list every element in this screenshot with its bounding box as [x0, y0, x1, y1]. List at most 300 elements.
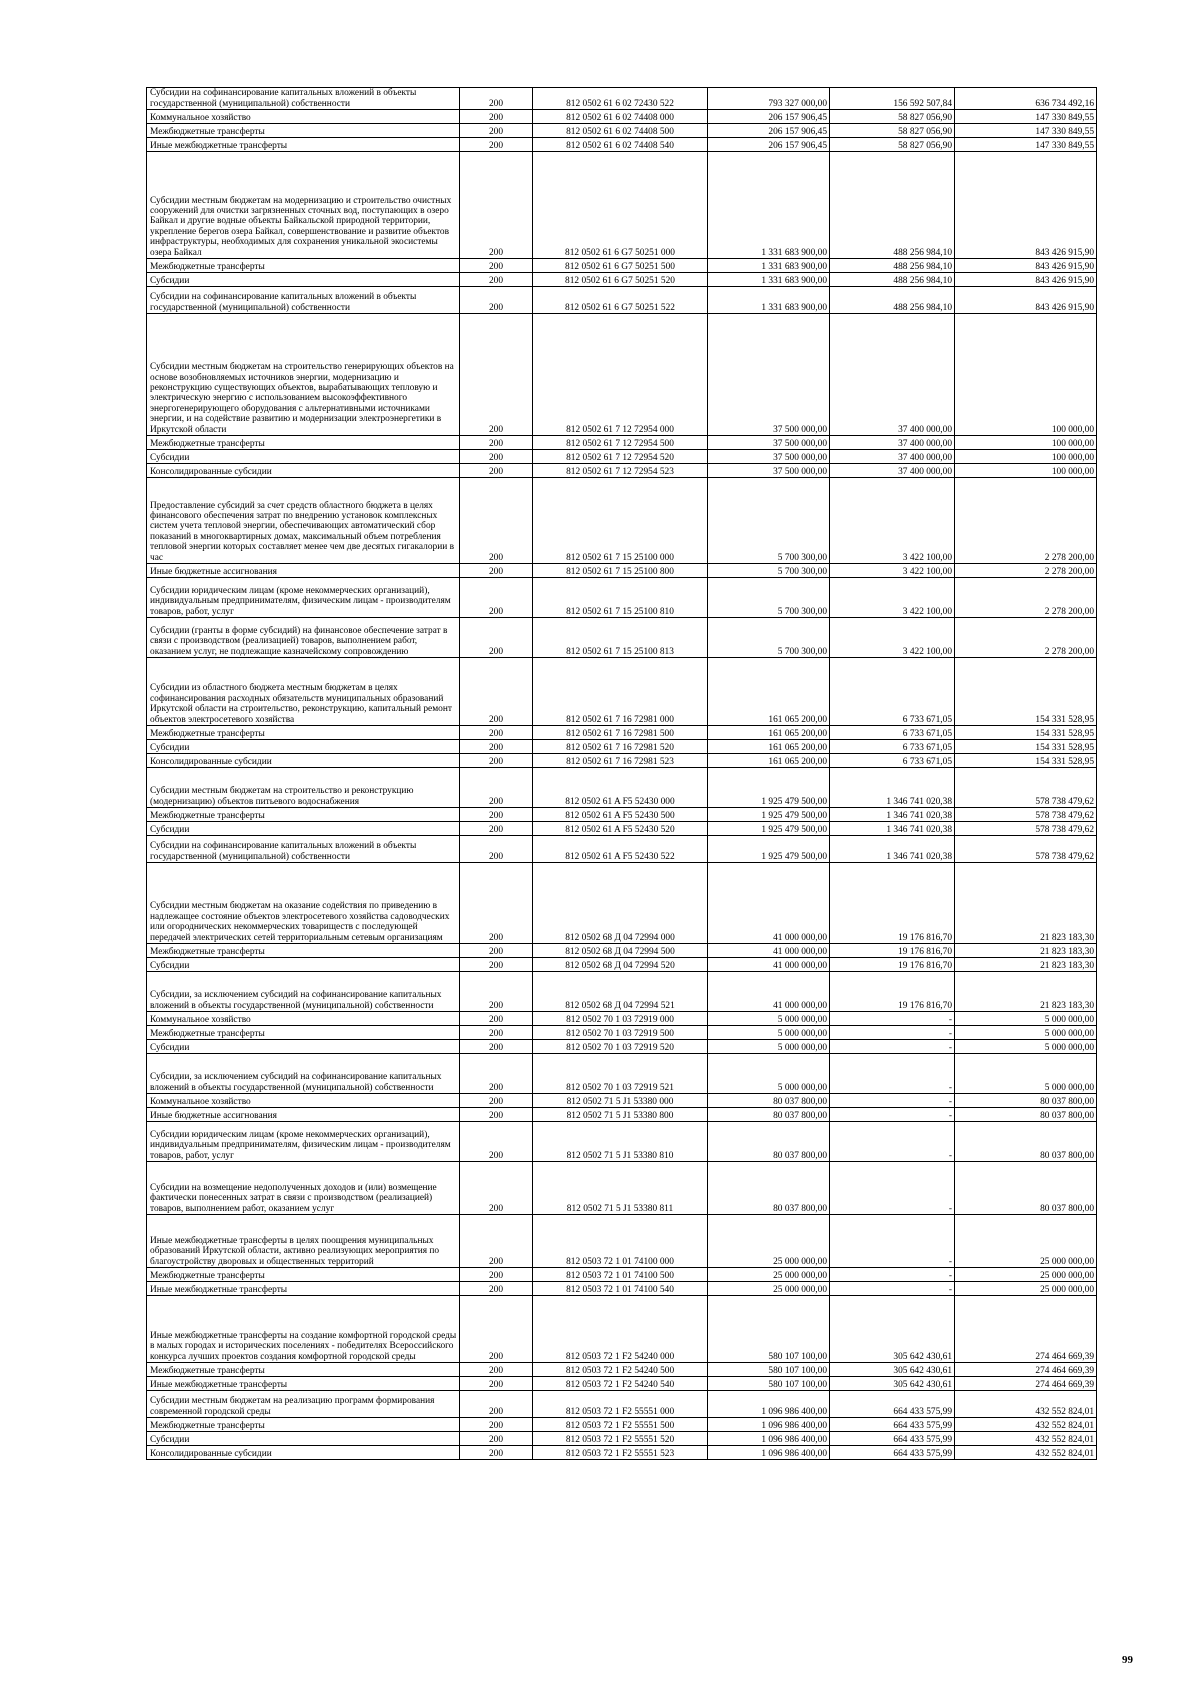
row-budget-code: 812 0502 61 A F5 52430 522 — [533, 836, 708, 863]
row-line-code: 200 — [460, 1418, 533, 1432]
table-row — [147, 754, 1097, 768]
row-unexecuted-amount: 154 331 528,95 — [955, 740, 1097, 754]
row-executed-amount: 488 256 984,10 — [830, 287, 955, 314]
row-budget-code: 812 0502 61 7 12 72954 520 — [533, 450, 708, 464]
row-executed-amount: 58 827 056,90 — [830, 138, 955, 152]
table-row — [147, 1215, 1097, 1268]
row-approved-amount: 80 037 800,00 — [708, 1108, 830, 1122]
table-row — [147, 124, 1097, 138]
row-line-code: 200 — [460, 564, 533, 578]
row-approved-amount: 1 925 479 500,00 — [708, 822, 830, 836]
row-approved-amount: 5 700 300,00 — [708, 478, 830, 564]
row-unexecuted-amount: 147 330 849,55 — [955, 138, 1097, 152]
row-line-code: 200 — [460, 138, 533, 152]
row-budget-code: 812 0502 61 7 15 25100 800 — [533, 564, 708, 578]
row-name: Субсидии местным бюджетам на оказание содействия по приведению в надлежащее состояние объектов электросетевого хозяйства садоводческих или огороднических некоммерческих товариществ с последующей передачей электрических сетей территориальным сетевым организациям — [147, 863, 460, 944]
row-line-code: 200 — [460, 1377, 533, 1391]
table-row — [147, 863, 1097, 944]
row-approved-amount: 80 037 800,00 — [708, 1162, 830, 1215]
row-budget-code: 812 0502 61 6 02 74408 540 — [533, 138, 708, 152]
row-approved-amount: 206 157 906,45 — [708, 124, 830, 138]
row-approved-amount: 5 000 000,00 — [708, 1040, 830, 1054]
row-line-code: 200 — [460, 1122, 533, 1162]
row-budget-code: 812 0502 70 1 03 72919 500 — [533, 1026, 708, 1040]
row-name: Консолидированные субсидии — [147, 754, 460, 768]
row-name: Иные бюджетные ассигнования — [147, 564, 460, 578]
row-unexecuted-amount: 100 000,00 — [955, 314, 1097, 436]
row-executed-amount: 58 827 056,90 — [830, 124, 955, 138]
row-name: Межбюджетные трансферты — [147, 1418, 460, 1432]
row-executed-amount: 1 346 741 020,38 — [830, 768, 955, 808]
row-executed-amount: - — [830, 1054, 955, 1094]
row-budget-code: 812 0502 61 6 G7 50251 520 — [533, 273, 708, 287]
table-row — [147, 436, 1097, 450]
row-name: Иные бюджетные ассигнования — [147, 1108, 460, 1122]
budget-table — [146, 87, 1097, 1460]
table-row — [147, 768, 1097, 808]
row-budget-code: 812 0502 61 6 02 74408 000 — [533, 110, 708, 124]
row-budget-code: 812 0502 61 6 G7 50251 500 — [533, 259, 708, 273]
table-row — [147, 1268, 1097, 1282]
table-row — [147, 726, 1097, 740]
row-line-code: 200 — [460, 314, 533, 436]
row-executed-amount: - — [830, 1026, 955, 1040]
row-executed-amount: - — [830, 1122, 955, 1162]
row-executed-amount: - — [830, 1215, 955, 1268]
row-budget-code: 812 0503 72 1 01 74100 540 — [533, 1282, 708, 1296]
table-row — [147, 110, 1097, 124]
row-budget-code: 812 0502 61 7 12 72954 523 — [533, 464, 708, 478]
row-executed-amount: 37 400 000,00 — [830, 314, 955, 436]
row-unexecuted-amount: 2 278 200,00 — [955, 578, 1097, 618]
row-unexecuted-amount: 2 278 200,00 — [955, 564, 1097, 578]
row-executed-amount: 156 592 507,84 — [830, 88, 955, 110]
row-line-code: 200 — [460, 822, 533, 836]
row-unexecuted-amount: 843 426 915,90 — [955, 273, 1097, 287]
row-line-code: 200 — [460, 259, 533, 273]
row-name: Субсидии — [147, 1432, 460, 1446]
table-row — [147, 314, 1097, 436]
table-row — [147, 972, 1097, 1012]
row-name: Межбюджетные трансферты — [147, 436, 460, 450]
table-row — [147, 273, 1097, 287]
row-budget-code: 812 0502 71 5 J1 53380 810 — [533, 1122, 708, 1162]
row-unexecuted-amount: 2 278 200,00 — [955, 478, 1097, 564]
table-row — [147, 1296, 1097, 1363]
row-unexecuted-amount: 21 823 183,30 — [955, 863, 1097, 944]
table-row — [147, 1432, 1097, 1446]
row-executed-amount: 3 422 100,00 — [830, 478, 955, 564]
table-row — [147, 944, 1097, 958]
row-budget-code: 812 0502 61 7 15 25100 810 — [533, 578, 708, 618]
row-name: Субсидии на софинансирование капитальных вложений в объекты государственной (муниципальной) собственности — [147, 88, 460, 110]
row-line-code: 200 — [460, 436, 533, 450]
row-line-code: 200 — [460, 578, 533, 618]
table-row — [147, 1162, 1097, 1215]
row-line-code: 200 — [460, 768, 533, 808]
table-row — [147, 152, 1097, 259]
row-approved-amount: 580 107 100,00 — [708, 1377, 830, 1391]
table-row — [147, 138, 1097, 152]
row-budget-code: 812 0503 72 1 F2 55551 523 — [533, 1446, 708, 1460]
row-approved-amount: 206 157 906,45 — [708, 110, 830, 124]
row-name: Межбюджетные трансферты — [147, 124, 460, 138]
row-name: Субсидии на софинансирование капитальных вложений в объекты государственной (муниципальной) собственности — [147, 836, 460, 863]
row-approved-amount: 1 331 683 900,00 — [708, 259, 830, 273]
row-approved-amount: 161 065 200,00 — [708, 658, 830, 726]
row-approved-amount: 1 096 986 400,00 — [708, 1446, 830, 1460]
row-name: Иные межбюджетные трансферты в целях поощрения муниципальных образований Иркутской области, активно реализующих мероприятия по благоустройству дворовых и общественных территорий — [147, 1215, 460, 1268]
row-approved-amount: 1 331 683 900,00 — [708, 273, 830, 287]
row-line-code: 200 — [460, 1282, 533, 1296]
table-row — [147, 259, 1097, 273]
row-approved-amount: 161 065 200,00 — [708, 754, 830, 768]
row-line-code: 200 — [460, 124, 533, 138]
row-executed-amount: 664 433 575,99 — [830, 1391, 955, 1418]
row-executed-amount: - — [830, 1162, 955, 1215]
row-budget-code: 812 0502 68 Д 04 72994 521 — [533, 972, 708, 1012]
row-budget-code: 812 0502 70 1 03 72919 521 — [533, 1054, 708, 1094]
row-budget-code: 812 0502 61 6 02 72430 522 — [533, 88, 708, 110]
table-row — [147, 578, 1097, 618]
row-name: Иные межбюджетные трансферты — [147, 1377, 460, 1391]
row-unexecuted-amount: 25 000 000,00 — [955, 1215, 1097, 1268]
table-row — [147, 1418, 1097, 1432]
row-unexecuted-amount: 21 823 183,30 — [955, 972, 1097, 1012]
table-row — [147, 1391, 1097, 1418]
row-line-code: 200 — [460, 726, 533, 740]
row-name: Субсидии местным бюджетам на реализацию программ формирования современной городской среды — [147, 1391, 460, 1418]
row-approved-amount: 5 700 300,00 — [708, 618, 830, 658]
row-approved-amount: 37 500 000,00 — [708, 436, 830, 450]
row-line-code: 200 — [460, 618, 533, 658]
row-line-code: 200 — [460, 1296, 533, 1363]
row-approved-amount: 80 037 800,00 — [708, 1094, 830, 1108]
row-approved-amount: 41 000 000,00 — [708, 972, 830, 1012]
row-budget-code: 812 0502 71 5 J1 53380 800 — [533, 1108, 708, 1122]
row-line-code: 200 — [460, 1026, 533, 1040]
row-name: Межбюджетные трансферты — [147, 944, 460, 958]
row-unexecuted-amount: 274 464 669,39 — [955, 1296, 1097, 1363]
row-name: Субсидии местным бюджетам на строительство генерирующих объектов на основе возобновляемых источников энергии, модернизацию и реконструкцию существующих объектов, вырабатывающих тепловую и электрическую энергию с использованием высокоэффективного энергогенерирующего оборудования с альтернативными источниками энергии, и на содействие развитию и модернизации электроэнергетики в Иркутской области — [147, 314, 460, 436]
row-executed-amount: 37 400 000,00 — [830, 464, 955, 478]
row-line-code: 200 — [460, 1268, 533, 1282]
row-budget-code: 812 0502 70 1 03 72919 520 — [533, 1040, 708, 1054]
table-row — [147, 1363, 1097, 1377]
table-row — [147, 88, 1097, 110]
row-name: Субсидии на софинансирование капитальных вложений в объекты государственной (муниципальной) собственности — [147, 287, 460, 314]
row-approved-amount: 37 500 000,00 — [708, 464, 830, 478]
row-unexecuted-amount: 21 823 183,30 — [955, 944, 1097, 958]
row-budget-code: 812 0503 72 1 F2 54240 540 — [533, 1377, 708, 1391]
row-unexecuted-amount: 843 426 915,90 — [955, 259, 1097, 273]
row-name: Субсидии — [147, 958, 460, 972]
row-unexecuted-amount: 274 464 669,39 — [955, 1363, 1097, 1377]
row-unexecuted-amount: 274 464 669,39 — [955, 1377, 1097, 1391]
row-executed-amount: 19 176 816,70 — [830, 972, 955, 1012]
row-executed-amount: 488 256 984,10 — [830, 152, 955, 259]
row-approved-amount: 793 327 000,00 — [708, 88, 830, 110]
row-budget-code: 812 0502 61 6 02 74408 500 — [533, 124, 708, 138]
row-approved-amount: 5 000 000,00 — [708, 1026, 830, 1040]
row-line-code: 200 — [460, 1446, 533, 1460]
row-line-code: 200 — [460, 958, 533, 972]
table-row — [147, 658, 1097, 726]
row-line-code: 200 — [460, 152, 533, 259]
row-line-code: 200 — [460, 450, 533, 464]
row-unexecuted-amount: 432 552 824,01 — [955, 1432, 1097, 1446]
row-executed-amount: 19 176 816,70 — [830, 863, 955, 944]
row-budget-code: 812 0503 72 1 F2 55551 520 — [533, 1432, 708, 1446]
table-row — [147, 1012, 1097, 1026]
row-approved-amount: 37 500 000,00 — [708, 314, 830, 436]
row-approved-amount: 1 331 683 900,00 — [708, 287, 830, 314]
row-approved-amount: 1 925 479 500,00 — [708, 768, 830, 808]
row-executed-amount: 6 733 671,05 — [830, 740, 955, 754]
row-budget-code: 812 0502 61 7 15 25100 000 — [533, 478, 708, 564]
table-row — [147, 1026, 1097, 1040]
row-approved-amount: 161 065 200,00 — [708, 740, 830, 754]
table-row — [147, 618, 1097, 658]
row-executed-amount: 19 176 816,70 — [830, 958, 955, 972]
row-line-code: 200 — [460, 972, 533, 1012]
row-unexecuted-amount: 636 734 492,16 — [955, 88, 1097, 110]
row-unexecuted-amount: 2 278 200,00 — [955, 618, 1097, 658]
row-unexecuted-amount: 100 000,00 — [955, 450, 1097, 464]
row-name: Субсидии (гранты в форме субсидий) на финансовое обеспечение затрат в связи с производством (реализацией) товаров, выполнением работ, оказанием услуг, не подлежащие казначейскому сопровождению — [147, 618, 460, 658]
row-executed-amount: 3 422 100,00 — [830, 618, 955, 658]
row-line-code: 200 — [460, 1162, 533, 1215]
row-unexecuted-amount: 25 000 000,00 — [955, 1282, 1097, 1296]
table-row — [147, 287, 1097, 314]
row-name: Коммунальное хозяйство — [147, 110, 460, 124]
table-row — [147, 808, 1097, 822]
row-executed-amount: 6 733 671,05 — [830, 754, 955, 768]
row-budget-code: 812 0503 72 1 01 74100 500 — [533, 1268, 708, 1282]
row-name: Коммунальное хозяйство — [147, 1094, 460, 1108]
row-approved-amount: 41 000 000,00 — [708, 944, 830, 958]
row-approved-amount: 41 000 000,00 — [708, 958, 830, 972]
row-name: Субсидии — [147, 273, 460, 287]
row-executed-amount: 488 256 984,10 — [830, 273, 955, 287]
row-line-code: 200 — [460, 863, 533, 944]
row-budget-code: 812 0502 71 5 J1 53380 000 — [533, 1094, 708, 1108]
table-row — [147, 1377, 1097, 1391]
row-budget-code: 812 0502 68 Д 04 72994 520 — [533, 958, 708, 972]
row-executed-amount: 3 422 100,00 — [830, 578, 955, 618]
row-approved-amount: 41 000 000,00 — [708, 863, 830, 944]
row-unexecuted-amount: 147 330 849,55 — [955, 110, 1097, 124]
row-budget-code: 812 0502 68 Д 04 72994 000 — [533, 863, 708, 944]
row-unexecuted-amount: 100 000,00 — [955, 464, 1097, 478]
row-line-code: 200 — [460, 1040, 533, 1054]
row-line-code: 200 — [460, 658, 533, 726]
row-name: Предоставление субсидий за счет средств областного бюджета в целях финансового обеспечения затрат по внедрению установок комплексных систем учета тепловой энергии, обеспечивающих автоматический сбор показаний в многоквартирных домах, максимальный объем потребления тепловой энергии которых составляет менее чем две десятых гигакалории в час — [147, 478, 460, 564]
row-executed-amount: 488 256 984,10 — [830, 259, 955, 273]
row-executed-amount: 305 642 430,61 — [830, 1296, 955, 1363]
row-unexecuted-amount: 432 552 824,01 — [955, 1418, 1097, 1432]
row-line-code: 200 — [460, 740, 533, 754]
row-name: Субсидии — [147, 822, 460, 836]
row-line-code: 200 — [460, 1054, 533, 1094]
row-approved-amount: 37 500 000,00 — [708, 450, 830, 464]
row-approved-amount: 25 000 000,00 — [708, 1215, 830, 1268]
row-unexecuted-amount: 154 331 528,95 — [955, 658, 1097, 726]
row-budget-code: 812 0503 72 1 F2 55551 000 — [533, 1391, 708, 1418]
row-executed-amount: 1 346 741 020,38 — [830, 822, 955, 836]
row-line-code: 200 — [460, 808, 533, 822]
row-name: Межбюджетные трансферты — [147, 259, 460, 273]
table-row — [147, 822, 1097, 836]
row-unexecuted-amount: 432 552 824,01 — [955, 1391, 1097, 1418]
row-name: Субсидии местным бюджетам на строительство и реконструкцию (модернизацию) объектов питьевого водоснабжения — [147, 768, 460, 808]
row-unexecuted-amount: 432 552 824,01 — [955, 1446, 1097, 1460]
row-unexecuted-amount: 578 738 479,62 — [955, 822, 1097, 836]
table-row — [147, 1054, 1097, 1094]
row-line-code: 200 — [460, 1432, 533, 1446]
row-unexecuted-amount: 154 331 528,95 — [955, 754, 1097, 768]
row-unexecuted-amount: 578 738 479,62 — [955, 808, 1097, 822]
table-row — [147, 836, 1097, 863]
row-unexecuted-amount: 25 000 000,00 — [955, 1268, 1097, 1282]
row-approved-amount: 1 096 986 400,00 — [708, 1418, 830, 1432]
row-approved-amount: 580 107 100,00 — [708, 1363, 830, 1377]
row-budget-code: 812 0502 61 7 12 72954 000 — [533, 314, 708, 436]
row-budget-code: 812 0503 72 1 01 74100 000 — [533, 1215, 708, 1268]
row-executed-amount: 305 642 430,61 — [830, 1363, 955, 1377]
row-budget-code: 812 0502 61 A F5 52430 000 — [533, 768, 708, 808]
row-executed-amount: 3 422 100,00 — [830, 564, 955, 578]
row-budget-code: 812 0502 70 1 03 72919 000 — [533, 1012, 708, 1026]
row-budget-code: 812 0502 68 Д 04 72994 500 — [533, 944, 708, 958]
budget-execution-sheet — [146, 87, 1096, 1460]
row-executed-amount: 37 400 000,00 — [830, 450, 955, 464]
row-executed-amount: 37 400 000,00 — [830, 436, 955, 450]
table-row — [147, 1446, 1097, 1460]
row-name: Субсидии из областного бюджета местным бюджетам в целях софинансирования расходных обязательств муниципальных образований Иркутской области на строительство, реконструкцию, капитальный ремонт объектов электросетевого хозяйства — [147, 658, 460, 726]
row-executed-amount: 664 433 575,99 — [830, 1446, 955, 1460]
row-approved-amount: 1 331 683 900,00 — [708, 152, 830, 259]
row-approved-amount: 1 096 986 400,00 — [708, 1391, 830, 1418]
row-approved-amount: 5 000 000,00 — [708, 1012, 830, 1026]
row-budget-code: 812 0502 61 6 G7 50251 000 — [533, 152, 708, 259]
row-name: Межбюджетные трансферты — [147, 726, 460, 740]
row-name: Субсидии юридическим лицам (кроме некоммерческих организаций), индивидуальным предпринимателям, физическим лицам - производителям товаров, работ, услуг — [147, 578, 460, 618]
row-budget-code: 812 0502 61 A F5 52430 520 — [533, 822, 708, 836]
row-budget-code: 812 0502 61 7 16 72981 523 — [533, 754, 708, 768]
row-budget-code: 812 0502 61 7 16 72981 500 — [533, 726, 708, 740]
row-unexecuted-amount: 578 738 479,62 — [955, 768, 1097, 808]
row-name: Иные межбюджетные трансферты — [147, 1282, 460, 1296]
row-name: Иные межбюджетные трансферты на создание комфортной городской среды в малых городах и исторических поселениях - победителях Всероссийского конкурса лучших проектов создания комфортной городской среды — [147, 1296, 460, 1363]
row-executed-amount: - — [830, 1012, 955, 1026]
table-row — [147, 564, 1097, 578]
table-row — [147, 1094, 1097, 1108]
table-row — [147, 1108, 1097, 1122]
row-name: Консолидированные субсидии — [147, 1446, 460, 1460]
row-line-code: 200 — [460, 273, 533, 287]
row-executed-amount: 1 346 741 020,38 — [830, 808, 955, 822]
row-budget-code: 812 0502 61 7 16 72981 520 — [533, 740, 708, 754]
row-unexecuted-amount: 843 426 915,90 — [955, 152, 1097, 259]
row-approved-amount: 5 700 300,00 — [708, 578, 830, 618]
row-name: Межбюджетные трансферты — [147, 1268, 460, 1282]
row-executed-amount: 6 733 671,05 — [830, 658, 955, 726]
row-unexecuted-amount: 80 037 800,00 — [955, 1122, 1097, 1162]
table-row — [147, 450, 1097, 464]
table-row — [147, 1282, 1097, 1296]
row-approved-amount: 80 037 800,00 — [708, 1122, 830, 1162]
table-row — [147, 958, 1097, 972]
row-name: Коммунальное хозяйство — [147, 1012, 460, 1026]
row-executed-amount: - — [830, 1040, 955, 1054]
row-executed-amount: 1 346 741 020,38 — [830, 836, 955, 863]
row-approved-amount: 161 065 200,00 — [708, 726, 830, 740]
row-executed-amount: 664 433 575,99 — [830, 1418, 955, 1432]
row-line-code: 200 — [460, 754, 533, 768]
table-body — [147, 88, 1097, 1460]
row-approved-amount: 206 157 906,45 — [708, 138, 830, 152]
row-line-code: 200 — [460, 287, 533, 314]
row-budget-code: 812 0502 61 7 15 25100 813 — [533, 618, 708, 658]
row-line-code: 200 — [460, 464, 533, 478]
row-executed-amount: - — [830, 1268, 955, 1282]
row-line-code: 200 — [460, 88, 533, 110]
table-row — [147, 478, 1097, 564]
row-executed-amount: - — [830, 1108, 955, 1122]
row-name: Субсидии — [147, 740, 460, 754]
row-line-code: 200 — [460, 836, 533, 863]
row-approved-amount: 5 000 000,00 — [708, 1054, 830, 1094]
row-approved-amount: 25 000 000,00 — [708, 1282, 830, 1296]
row-budget-code: 812 0502 61 7 12 72954 500 — [533, 436, 708, 450]
row-unexecuted-amount: 5 000 000,00 — [955, 1026, 1097, 1040]
row-name: Консолидированные субсидии — [147, 464, 460, 478]
row-line-code: 200 — [460, 1094, 533, 1108]
row-unexecuted-amount: 147 330 849,55 — [955, 124, 1097, 138]
row-name: Межбюджетные трансферты — [147, 1026, 460, 1040]
row-unexecuted-amount: 21 823 183,30 — [955, 958, 1097, 972]
row-executed-amount: 305 642 430,61 — [830, 1377, 955, 1391]
row-budget-code: 812 0503 72 1 F2 54240 000 — [533, 1296, 708, 1363]
row-budget-code: 812 0502 61 7 16 72981 000 — [533, 658, 708, 726]
row-name: Субсидии местным бюджетам на модернизацию и строительство очистных сооружений для очистки загрязненных сточных вод, поступающих в озеро Байкал и другие водные объекты Байкальской природной территории, укрепление берегов озера Байкал, совершенствование и развитие объектов инфраструктуры, необходимых для сохранения уникальной экосистемы озера Байкал — [147, 152, 460, 259]
row-unexecuted-amount: 5 000 000,00 — [955, 1040, 1097, 1054]
row-name: Межбюджетные трансферты — [147, 1363, 460, 1377]
row-approved-amount: 25 000 000,00 — [708, 1268, 830, 1282]
row-unexecuted-amount: 80 037 800,00 — [955, 1108, 1097, 1122]
row-line-code: 200 — [460, 1012, 533, 1026]
row-line-code: 200 — [460, 1108, 533, 1122]
row-unexecuted-amount: 80 037 800,00 — [955, 1094, 1097, 1108]
row-line-code: 200 — [460, 1363, 533, 1377]
page-number: 99 — [1122, 1654, 1133, 1666]
row-name: Субсидии, за исключением субсидий на софинансирование капитальных вложений в объекты государственной (муниципальной) собственности — [147, 972, 460, 1012]
row-unexecuted-amount: 100 000,00 — [955, 436, 1097, 450]
row-executed-amount: 664 433 575,99 — [830, 1432, 955, 1446]
row-line-code: 200 — [460, 110, 533, 124]
row-budget-code: 812 0502 61 A F5 52430 500 — [533, 808, 708, 822]
row-approved-amount: 5 700 300,00 — [708, 564, 830, 578]
row-unexecuted-amount: 154 331 528,95 — [955, 726, 1097, 740]
row-executed-amount: - — [830, 1094, 955, 1108]
table-row — [147, 740, 1097, 754]
row-unexecuted-amount: 5 000 000,00 — [955, 1054, 1097, 1094]
row-approved-amount: 580 107 100,00 — [708, 1296, 830, 1363]
row-line-code: 200 — [460, 478, 533, 564]
row-executed-amount: 58 827 056,90 — [830, 110, 955, 124]
row-executed-amount: 19 176 816,70 — [830, 944, 955, 958]
